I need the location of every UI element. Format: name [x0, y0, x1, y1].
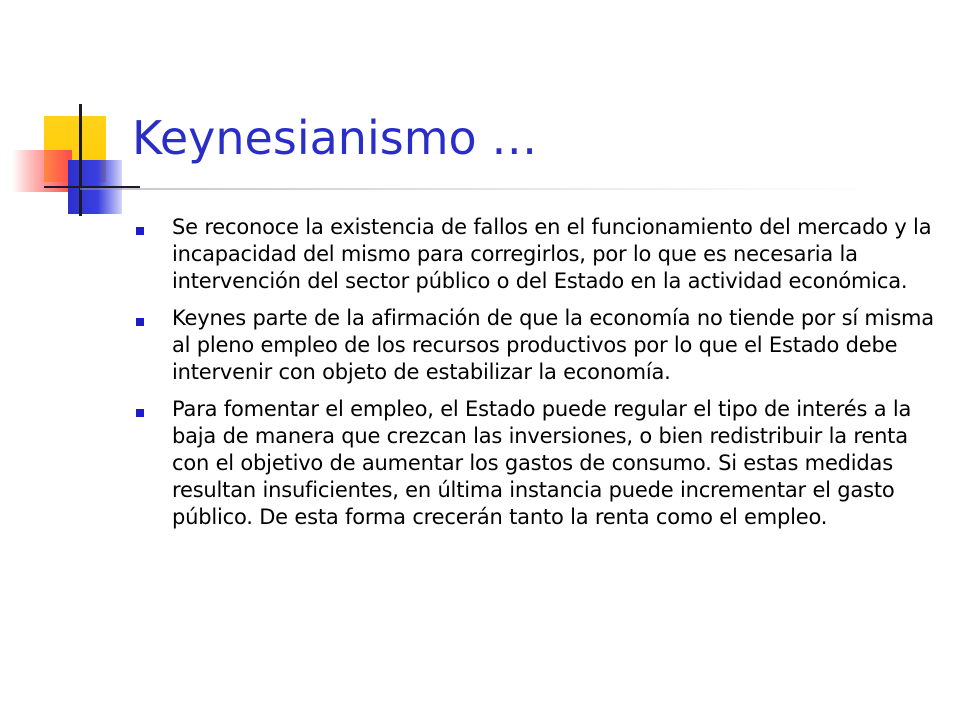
bullet-text: Para fomentar el empleo, el Estado puede regular el tipo de interés a la baja de manera que crezcan las inversiones, o bien redistribuir la renta con el objetivo de aumentar los gastos de consumo. Si estas medidas resultan insuficientes, en última instancia puede incrementar el gasto público. De esta forma crecerán tanto la renta como el empleo.: [172, 397, 912, 529]
slide-title: Keynesianismo …: [132, 111, 538, 165]
square-bullet-icon: [136, 318, 144, 326]
square-bullet-icon: [136, 227, 144, 235]
square-bullet-icon: [136, 409, 144, 417]
title-underline: [80, 188, 880, 190]
decorative-vertical-line: [79, 104, 82, 216]
bullet-text: Se reconoce la existencia de fallos en el funcionamiento del mercado y la incapacidad del mismo para corregirlos, por lo que es necesaria la intervención del sector público o del Estado en la actividad económica.: [172, 215, 932, 293]
bullet-text: Keynes parte de la afirmación de que la economía no tiende por sí misma al pleno empleo de los recursos productivos por lo que el Estado debe intervenir con objeto de estabilizar la economía.: [172, 306, 934, 384]
bullet-list: [134, 214, 934, 541]
bullet-item: [134, 396, 934, 531]
bullet-item: [134, 305, 934, 386]
bullet-item: [134, 214, 934, 295]
